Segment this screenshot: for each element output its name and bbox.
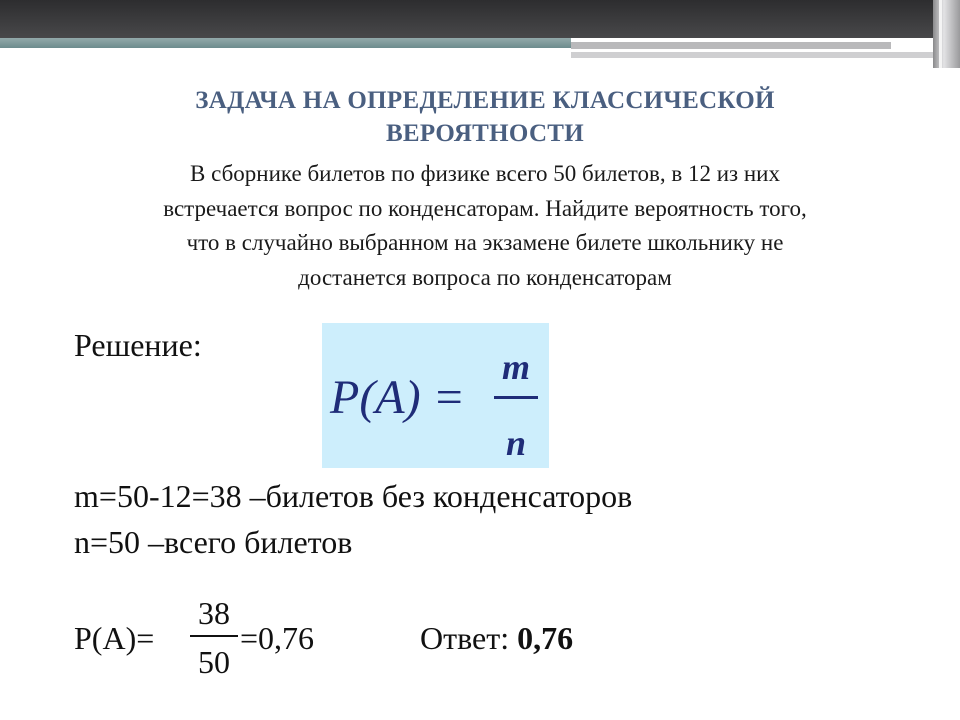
probability-formula-image (322, 323, 549, 468)
n-definition-line: n=50 –всего билетов (74, 524, 353, 560)
answer-label: Ответ: (420, 620, 518, 656)
problem-statement (40, 157, 930, 295)
answer-line (420, 619, 573, 657)
formula-svg (322, 323, 549, 468)
top-decorative-bar (0, 0, 960, 38)
teal-accent-line (0, 38, 571, 48)
result-numerator: 38 (198, 595, 230, 631)
formula-fraction-bar (494, 396, 538, 399)
formula-lhs: P(A) = (330, 371, 465, 424)
result-value: =0,76 (240, 620, 315, 656)
problem-line: что в случайно выбранном на экзамене билете школьнику не (186, 230, 784, 255)
title-line-2: ВЕРОЯТНОСТИ (385, 120, 585, 147)
formula-denominator: n (505, 423, 527, 463)
solution-label: Решение: (74, 327, 202, 363)
result-fraction (190, 594, 238, 681)
result-label: P(A)= (74, 620, 155, 656)
title-line-1: ЗАДАЧА НА ОПРЕДЕЛЕНИЕ КЛАССИЧЕСКОЙ (195, 87, 775, 114)
formula-numerator: m (501, 347, 531, 387)
result-denominator: 50 (198, 644, 230, 680)
answer-value: 0,76 (517, 620, 574, 656)
slide-title (40, 84, 930, 150)
problem-line: достанется вопроса по конденсаторам (298, 264, 672, 290)
problem-line: встречается вопрос по конденсаторам. Найдите вероятность того, (163, 195, 807, 221)
grey-accent-stripe-lower (571, 52, 941, 58)
result-fraction-bar (190, 635, 238, 637)
problem-line: В сборнике билетов по физике всего 50 билетов, в 12 из них (190, 161, 780, 186)
corner-decoration (933, 0, 960, 68)
m-calculation-line: m=50-12=38 –билетов без конденсаторов (74, 478, 633, 514)
grey-accent-stripe (571, 42, 891, 49)
